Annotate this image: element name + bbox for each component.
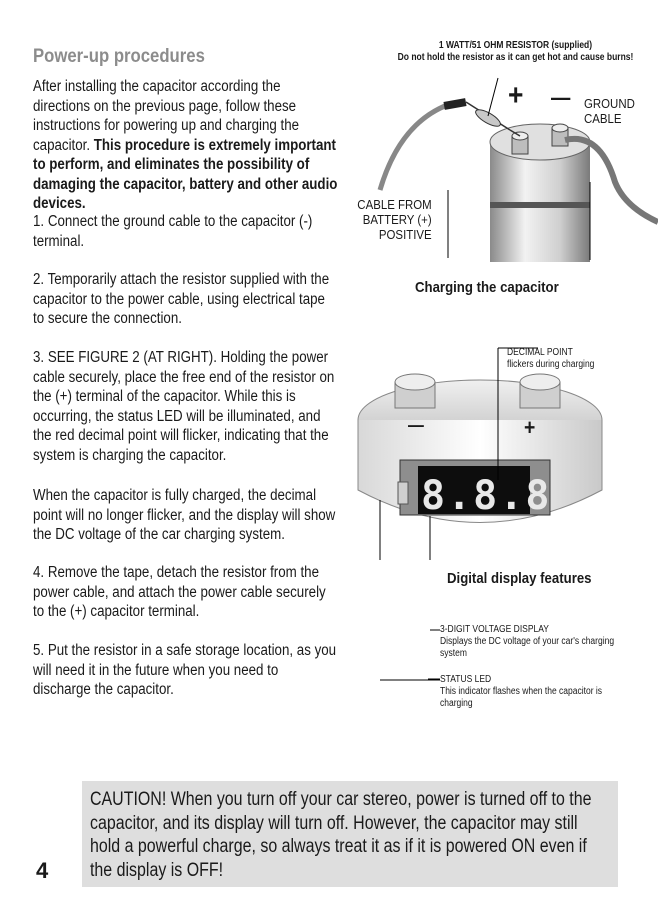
section-heading: Power-up procedures — [33, 46, 205, 67]
voltage-display-title: 3-DIGIT VOLTAGE DISPLAY — [440, 624, 549, 635]
figure2-caption: Digital display features — [447, 570, 592, 587]
step-4: 4. Remove the tape, detach the resistor from the power cable, and attach the power cable securely to the (+) capacitor terminal. — [33, 564, 326, 620]
display-minus-sign: — — [408, 415, 424, 435]
callout-connector — [428, 622, 440, 682]
status-led-title: STATUS LED — [440, 674, 492, 685]
ground-cable-label: GROUND CABLE — [584, 96, 635, 126]
step-2: 2. Temporarily attach the resistor supplied with the capacitor to the power cable, using electrical tape to secure the connection. — [33, 271, 330, 327]
battery-cable-label: CABLE FROM BATTERY (+) POSITIVE — [357, 197, 432, 242]
step-5: 5. Put the resistor in a safe storage location, as you will need it in the future when you need to discharge the capacitor. — [33, 642, 337, 698]
page-number: 4 — [36, 858, 49, 883]
decimal-point-desc: flickers during charging — [507, 359, 595, 370]
resistor-label: 1 WATT/51 OHM RESISTOR (supplied) — [438, 40, 593, 51]
caution-text: CAUTION! When you turn off your car stereo, power is turned off to the capacitor, and its display will turn off. However, the capacitor may still hold a powerful charge, so always treat it as if it is powered ON even if the display is OFF! — [90, 789, 592, 881]
display-illustration — [340, 340, 658, 560]
intro-warning: This procedure is extremely important to perform, and eliminates the possibility of damaging the capacitor, battery and other audio devices. — [33, 136, 338, 212]
decimal-point-title: DECIMAL POINT — [507, 347, 573, 358]
resistor-warning: Do not hold the resistor as it can get hot and cause burns! — [397, 52, 634, 63]
status-led-desc: This indicator flashes when the capacitor is charging — [440, 686, 603, 709]
figure1-caption: Charging the capacitor — [415, 279, 559, 296]
intro-text: After installing the capacitor according the directions on the previous page, follow these instructions for powering up and charging the capacitor. — [33, 78, 300, 154]
minus-sign: — — [551, 85, 571, 110]
charged-note: When the capacitor is fully charged, the decimal point will no longer flicker, and the display will show the DC voltage of the car charging system. — [33, 487, 336, 543]
step-3: 3. SEE FIGURE 2 (AT RIGHT). Holding the power cable securely, place the free end of the resistor on the (+) terminal of the capacitor. While this is occurring, the status LED will be illuminated, and the red decimal point will flicker, indicating that the system is charging the capacitor. — [33, 349, 335, 464]
display-plus-sign: + — [524, 415, 536, 440]
decimal-point-callout — [507, 347, 594, 371]
led-connector — [378, 678, 440, 682]
step-1: 1. Connect the ground cable to the capacitor (-) terminal. — [33, 213, 313, 250]
voltage-display-digits: 8.8.8 — [421, 473, 552, 519]
voltage-display-desc: Displays the DC voltage of your car's charging system — [440, 636, 615, 659]
plus-sign: + — [508, 79, 524, 112]
voltage-display-callout — [440, 624, 636, 660]
status-led-callout — [440, 674, 636, 710]
intro-paragraph — [33, 77, 338, 214]
